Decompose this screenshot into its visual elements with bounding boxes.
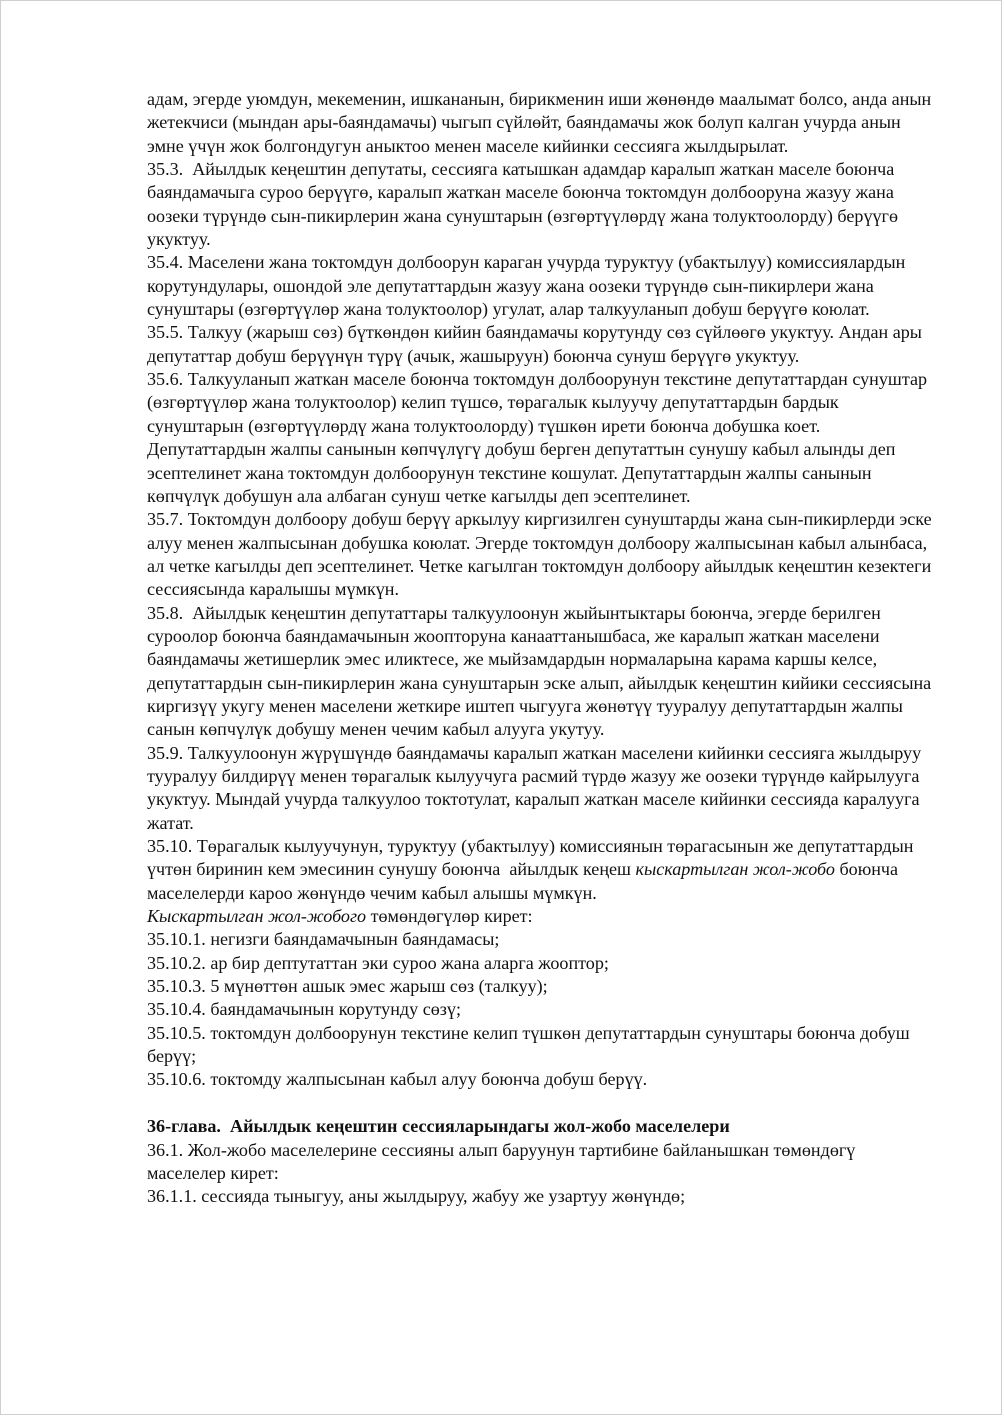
- section-spacer: [147, 1092, 937, 1115]
- paragraph-36-1-1: 36.1.1. сессияда тыныгуу, аны жылдыруу, жабуу же узартуу жөнүндө;: [147, 1186, 686, 1207]
- chapter-36-heading: 36-глава. Айылдык кеңештин сессияларындагы жол-жобо маселелери: [147, 1116, 730, 1137]
- paragraph-35-9: 35.9. Талкуулоонун жүрүшүндө баяндамачы каралып жаткан маселени кийинки сессияга жылдыруу тууралуу билдирүү менен төрагалык кылуучуга расмий түрдө жазуу же оозеки түрүндө кайрылууга укуктуу. Мындай учурда талкуулоо токтотулат, каралып жаткан маселе кийинки сессияда каралууга жатат.: [147, 742, 926, 833]
- paragraph-35-10-text-b: боюнча маселелерди карoo жөнүндө чечим кабыл алышы мүмкүн.: [147, 859, 903, 903]
- list-item-35-10-3: 35.10.3. 5 мүнөттөн ашык эмес жарыш сөз (талкуу);: [147, 976, 548, 997]
- paragraph-35-7: 35.7. Токтомдун долбоору добуш берүү аркылуу киргизилген сунуштарды жана сын-пикирлерди эске алуу менен жалпысынан добушка коюлат. Эгерде токтомдун долбоору жалпысынан кабыл алынбаса, ал четке кагылды деп эсептелинет. Четке кагылган токтомдун долбоору айылдык кеңештин кезектеги сессиясында каралышы мүмкүн.: [147, 509, 937, 600]
- short-procedure-italic: Кыскартылган жол-жобого: [147, 906, 367, 927]
- paragraph-35-4: 35.4. Маселени жана токтомдун долбоорун караган учурда туруктуу (убактылуу) комиссиялардын корутундулары, ошондой эле депутаттардын жазуу жана оозеки түрүндө сын-пикирлери жана сунуштары (өзгөртүүлөр жана толуктоолор) угулат, алар талкууланып добуш берүүгө коюлат.: [147, 252, 910, 320]
- paragraph-35-5: 35.5. Талкуу (жарыш сөз) бүткөндөн кийин баяндамачы корутунду сөз сүйлөөгө укуктуу. Андан ары депутаттар добуш берүүнүн түрү (ачык, жашыруун) боюнча сунуш берүүгө укуктуу.: [147, 322, 927, 366]
- paragraph-35-10-italic: кыскартылган жол-жобо: [635, 859, 835, 880]
- document-body: [147, 88, 937, 1209]
- paragraph-35-8: 35.8. Айылдык кеңештин депутаттары талкуулоонун жыйынтыктары боюнча, эгерде берилген суроолор боюнча баяндамачынын жоопторуна канааттанышбаса, же каралып жаткан маселени баяндамачы жетишерлик эмес иликтесе, же мыйзамдардын нормаларына карама каршы келсе, депутаттардын сын-пикирлерин жана сунуштарын эске алып, айылдык кеңештин кийики сессиясына киргизүү укугу менен маселени жеткире иштеп чыгууга жөнөтүү тууралуу депутаттардын жалпы санын көпчүлүк добушу менен чечим кабыл алууга укутуу.: [147, 602, 936, 740]
- paragraph-intro: адам, эгерде уюмдун, мекеменин, ишкананын, бирикменин иши жөнөндө маалымат болсо, анда анын жетекчиси (мындан ары-баяндамачы) чыгып сүйлөйт, баяндамачы жок болуп калган учурда анын эмне үчүн жок болгондугун аныктоо менен маселе кийинки сессияга жылдырылат.: [147, 89, 936, 156]
- paragraph-36-1: 36.1. Жол-жобо маселелерине сессияны алып баруунун тартибине байланышкан төмөндөгү маселелер кирет:: [147, 1139, 860, 1183]
- list-item-35-10-1: 35.10.1. негизги баяндамачынын баяндамасы;: [147, 929, 500, 950]
- paragraph-short-procedure: [147, 905, 937, 928]
- list-item-35-10-6: 35.10.6. токтомду жалпысынан кабыл алуу боюнча добуш берүү.: [147, 1069, 648, 1090]
- paragraph-35-10-text-a: 35.10. Төрагалык кылуучунун, туруктуу (убактылуу) комиссиянын төрагасынын же депутаттардын үчтөн биринин кем эмесинин сунушу боюнча айылдык кеңеш: [147, 836, 918, 880]
- list-item-35-10-4: 35.10.4. баяндамачынын корутунду сөзү;: [147, 999, 461, 1020]
- list-item-35-10-5: 35.10.5. токтомдун долбоорунун текстине келип түшкөн депутаттардын сунуштары боюнча добуш берүү;: [147, 1022, 915, 1067]
- paragraph-35-3: 35.3. Айылдык кеңештин депутаты, сессияга катышкан адамдар каралып жаткан маселе боюнча баяндамачыга суроо берүүгө, каралып жаткан маселе боюнча токтомдун долбооруна жазуу жана оозеки түрүндө сын-пикирлерин жана сунуштарын (өзгөртүүлөрдү жана толуктоолорду) берүүгө укуктуу.: [147, 159, 903, 250]
- paragraph-35-6: 35.6. Талкууланып жаткан маселе боюнча токтомдун долбоорунун текстине депутаттардан сунуштар (өзгөртүүлөр жана толуктоолор) келип түшсө, төрагалык кылуучу депутаттардын бардык сунуштарын (өзгөртүүлөрдү жана толуктоолорду) түшкөн ирети боюнча добушка коет. Депутаттардын жалпы санынын көпчүлүгү добуш берген депутаттын сунушу кабыл алынды деп эсептелинет жана токтомдун долбоорунун текстине кошулат. Депутаттардын жалпы санынын көпчүлүк добушун ала албаган сунуш четке кагылды деп эсептелинет.: [147, 369, 932, 506]
- paragraph-35-10: [147, 835, 937, 905]
- short-procedure-text: төмөндөгүлөр кирет:: [366, 906, 533, 927]
- list-item-35-10-2: 35.10.2. ар бир дептутаттан эки суроо жана аларга жооптор;: [147, 952, 609, 973]
